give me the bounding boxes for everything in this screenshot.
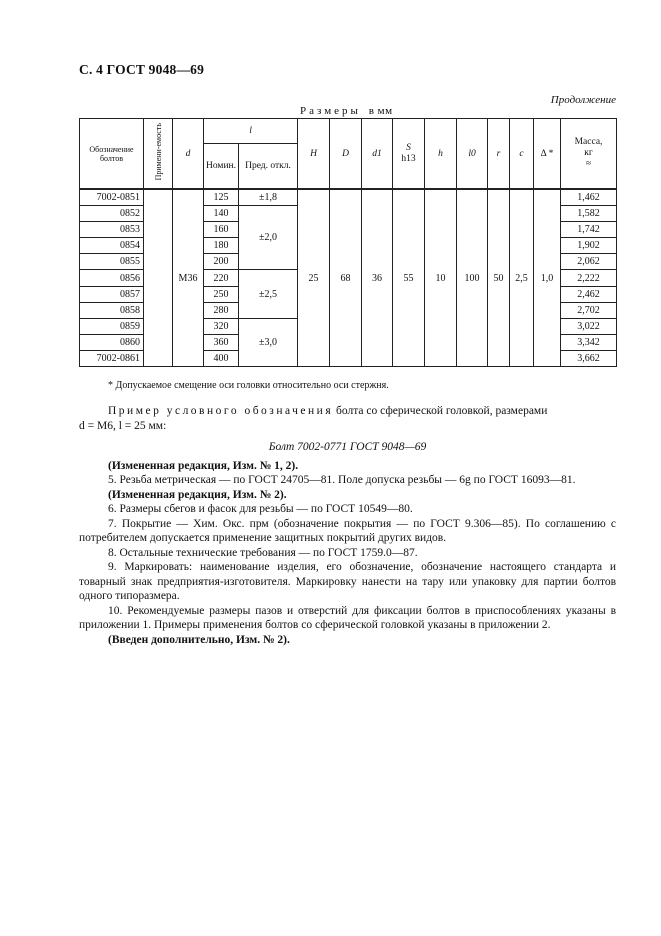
- item-7: 7. Покрытие — Хим. Окс. прм (обозначение покрытия — по ГОСТ 9.306—85). По соглашению с потребителем допускается применение защитных покрытий других видов.: [79, 517, 616, 544]
- item-10: 10. Рекомендуемые размеры пазов и отверстий для фиксации болтов в приспособлениях указаны в приложении 1. Примеры применения болтов со сферической головкой указаны в приложении 2.: [79, 604, 616, 631]
- value-d1: 36: [362, 189, 393, 367]
- header-H: H: [298, 119, 330, 190]
- bolt-code: 0858: [80, 302, 144, 318]
- length-nominal: 200: [204, 254, 239, 270]
- edit-note-1: (Измененная редакция, Изм. № 1, 2).: [108, 459, 299, 472]
- mass-value: 2,062: [561, 254, 617, 270]
- header-delta: Δ *: [534, 119, 561, 190]
- header-l: l: [204, 119, 298, 144]
- bolt-code: 0859: [80, 318, 144, 334]
- bolt-code: 7002-0851: [80, 189, 144, 206]
- header-mass: [561, 119, 617, 190]
- length-nominal: 180: [204, 238, 239, 254]
- header-S: [393, 119, 425, 190]
- example-lead: Пример условного обозначения: [108, 405, 334, 417]
- edit-note-3: (Введен дополнительно, Изм. № 2).: [108, 633, 290, 646]
- header-c: c: [510, 119, 534, 190]
- bolt-code: 0852: [80, 206, 144, 222]
- mass-value: 3,342: [561, 334, 617, 350]
- header-S-label: S: [406, 142, 411, 153]
- length-nominal: 125: [204, 189, 239, 206]
- bolt-code: 7002-0861: [80, 350, 144, 366]
- item-6: 6. Размеры сбегов и фасок для резьбы — по ГОСТ 10549—80.: [108, 503, 413, 515]
- example-rest-1: болта со сферической головкой, размерами: [333, 405, 548, 417]
- mass-value: 3,662: [561, 350, 617, 366]
- length-nominal: 140: [204, 206, 239, 222]
- edit-note-2: (Измененная редакция, Изм. № 2).: [108, 488, 287, 501]
- item-9: 9. Маркировать: наименование изделия, его обозначение, обозначение настоящего стандарта и товарный знак предприятия-изготовителя. Маркировку нанести на тару или упаковку для партии болтов одного типоразмера.: [79, 561, 616, 602]
- header-h: h: [425, 119, 457, 190]
- bolt-code: 0855: [80, 254, 144, 270]
- length-tolerance: ±3,0: [239, 318, 298, 366]
- header-mass-unit: кг: [584, 148, 593, 158]
- value-r: 50: [488, 189, 510, 367]
- value-c: 2,5: [510, 189, 534, 367]
- thread-d-cell: M36: [173, 189, 204, 367]
- item-8: 8. Остальные технические требования — по ГОСТ 1759.0—87.: [108, 546, 418, 559]
- bolt-code: 0854: [80, 238, 144, 254]
- length-nominal: 160: [204, 222, 239, 238]
- length-tolerance: ±2,5: [239, 270, 298, 318]
- length-nominal: 400: [204, 350, 239, 366]
- bolt-code: 0857: [80, 286, 144, 302]
- mass-value: 3,022: [561, 318, 617, 334]
- bolt-code: 0853: [80, 222, 144, 238]
- dimensions-unit: в мм: [368, 105, 393, 117]
- header-designation: Обозначение болтов: [80, 119, 144, 190]
- mass-value: 1,582: [561, 206, 617, 222]
- header-applicability: [144, 119, 173, 190]
- value-H: 25: [298, 189, 330, 367]
- length-tolerance: ±2,0: [239, 206, 298, 270]
- item-5: 5. Резьба метрическая — по ГОСТ 24705—81. Поле допуска резьбы — 6g по ГОСТ 16093—81.: [108, 474, 576, 486]
- table-footnote: * Допускаемое смещение оси головки относительно оси стержня.: [108, 380, 389, 391]
- length-nominal: 320: [204, 318, 239, 334]
- header-S-tolerance: h13: [401, 153, 416, 164]
- mass-value: 1,742: [561, 222, 617, 238]
- example-rest-2: d = M6, l = 25 мм:: [79, 419, 167, 432]
- header-mass-label: Масса,: [574, 137, 603, 147]
- bolt-code: 0860: [80, 334, 144, 350]
- value-delta: 1,0: [534, 189, 561, 367]
- header-d: d: [173, 119, 204, 190]
- header-l-nominal: Номин.: [204, 144, 239, 190]
- length-nominal: 360: [204, 334, 239, 350]
- page-title: С. 4 ГОСТ 9048—69: [79, 62, 205, 77]
- header-d1: d1: [362, 119, 393, 190]
- mass-value: 2,462: [561, 286, 617, 302]
- continued-label: Продолжение: [550, 94, 616, 106]
- dimensions-caption-word: Размеры: [300, 105, 361, 117]
- example-paragraph: [79, 404, 616, 433]
- mass-value: 1,462: [561, 189, 617, 206]
- value-S: 55: [393, 189, 425, 367]
- body-text: [79, 404, 616, 647]
- header-D: D: [330, 119, 362, 190]
- applicability-cell: [144, 189, 173, 367]
- value-l0: 100: [457, 189, 488, 367]
- example-designation: Болт 7002-0771 ГОСТ 9048—69: [268, 441, 427, 453]
- mass-value: 1,902: [561, 238, 617, 254]
- value-h: 10: [425, 189, 457, 367]
- header-mass-approx: ≈: [585, 159, 592, 169]
- header-l-tolerance: Пред. откл.: [239, 144, 298, 190]
- mass-value: 2,222: [561, 270, 617, 286]
- table-row: [80, 189, 617, 206]
- length-nominal: 280: [204, 302, 239, 318]
- dimensions-caption: [300, 105, 393, 117]
- dimensions-table: [79, 118, 617, 367]
- header-l0: l0: [457, 119, 488, 190]
- bolt-code: 0856: [80, 270, 144, 286]
- length-tolerance: ±1,8: [239, 189, 298, 206]
- length-nominal: 220: [204, 270, 239, 286]
- length-nominal: 250: [204, 286, 239, 302]
- header-applicability-text: Примени-емость: [153, 123, 163, 181]
- mass-value: 2,702: [561, 302, 617, 318]
- header-r: r: [488, 119, 510, 190]
- value-D: 68: [330, 189, 362, 367]
